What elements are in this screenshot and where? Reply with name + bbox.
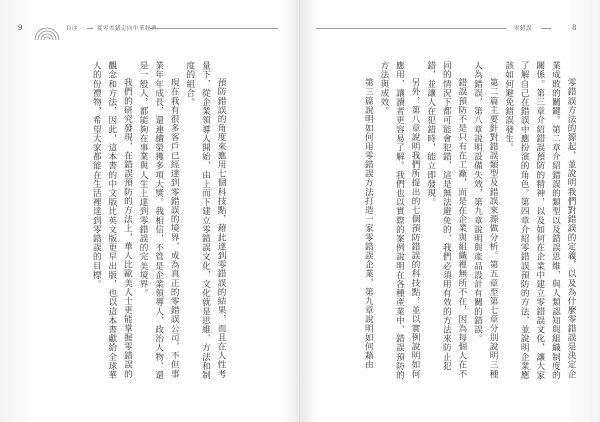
right-page xyxy=(304,0,600,422)
left-paragraph-3: 我們的研究發現，在錯誤預防的方法上，華人比歐美人士更能掌握零錯誤的觀念和方法，因此，這本書的中文版比英文版更早出版，也以這本書獻給全球華人的份禮物，希望大家都能在生活裡達到零錯誤的目標。 xyxy=(91,61,133,380)
right-paragraph-2: 第二篇主要針對錯誤類型及錯誤來源做分析。第五章至第七章分別說明三種人為錯誤，第八章說明設備失效，第九章說明與產品設計有關的錯誤。 xyxy=(472,61,499,379)
right-paragraph-4: 另外，第八章說明我們所提出的七個預防錯誤的科技點，並以實例說明如何應用，讓讀者更容易了解。我們也以實際的案例說明在各種產業中，錯誤預防的方法與成效。 xyxy=(378,61,421,380)
left-paragraph-1: 預防錯誤的角度來應用七個科技點，藉此達到零錯誤的結果，而且在人性考量下，從企業領導人開始，由上而下建立零錯誤文化，文化就是思維、方法和制度的組合。 xyxy=(184,61,226,380)
book-gutter xyxy=(299,0,301,422)
right-page-body xyxy=(360,61,578,381)
left-running-head-rule-short xyxy=(87,28,93,29)
left-page-body xyxy=(88,61,228,381)
right-page-number: 8 xyxy=(572,24,577,32)
left-paragraph-2: 現在我有很多客戶已經達到零錯誤的境界，成為真正的零錯誤公司，不但事業年年成長，還連續榮獲多項大獎。我相信，不管是企業領導人、政治人物、還是一般人，都能夠在事業與人生上達到零錯誤的完美境界。 xyxy=(138,61,180,380)
right-paragraph-3: 錯誤預防不是只有在工廠，而是在企業與組織裡無所不在，因為每個人在不同的情況下都可能會犯錯，這是無法避免的，我們必須用有效的方法來防止犯錯，並讓人在犯錯時，能立即發現。 xyxy=(425,61,467,379)
left-running-head-chapter: 自序 xyxy=(66,26,79,32)
left-page xyxy=(0,0,296,422)
left-running-head-rule xyxy=(150,28,278,29)
right-running-head-rule-short xyxy=(541,28,551,29)
right-running-head-chapter: 零錯誤 xyxy=(514,26,533,32)
right-running-head-rule xyxy=(316,28,506,29)
publisher-logo-icon xyxy=(33,20,61,40)
left-running-head-title: 從零差錯走向中華經典 xyxy=(97,26,158,32)
right-paragraph-1: 零錯誤方法的源起，並說明我們對錯誤的定義，以及為什麼零錯誤是決定企業成敗的關鍵。第二章介紹錯誤的類型以及錯誤思維，與人類認知與組織制度的關係。第三章介紹錯誤預防的精神，以及如何在企業中建立零錯誤文化，讓大家了解自己在錯誤中應扮演的角色。第四章介紹零錯誤預防的方法，並說明企業應該如何避免錯誤發生。 xyxy=(503,61,576,380)
right-paragraph-5: 第三篇說明如何用零錯誤方法打造一家零錯誤企業，第九章說明如何藉由 xyxy=(363,78,374,370)
left-page-number: 9 xyxy=(18,24,23,32)
